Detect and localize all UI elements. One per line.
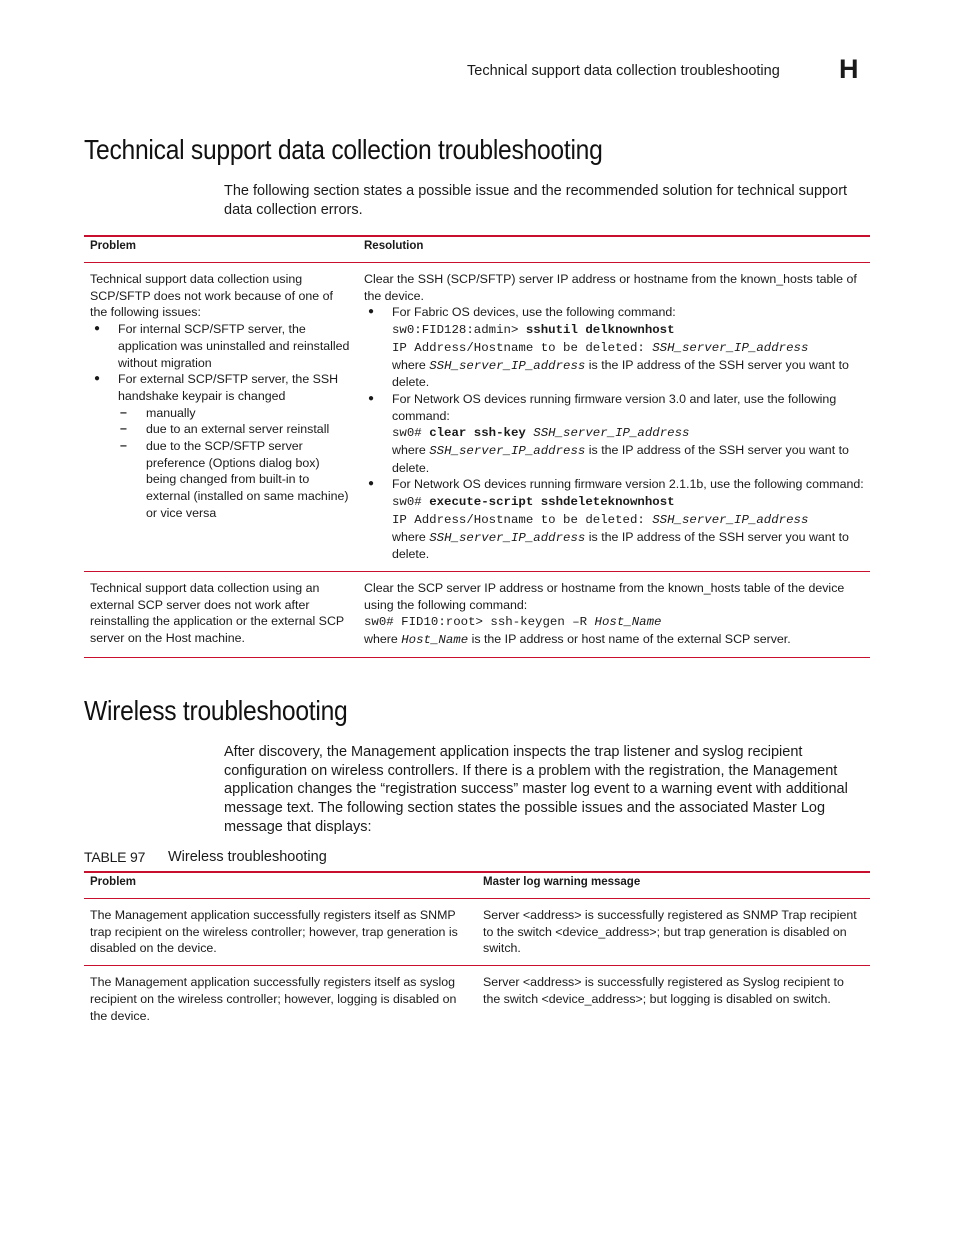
list-item-text: For Network OS devices running firmware version 3.0 and later, use the following command: bbox=[392, 391, 837, 423]
table-caption-label: TABLE 97 bbox=[84, 849, 146, 865]
bullet-list bbox=[364, 304, 864, 563]
list-item bbox=[90, 371, 352, 521]
table-row bbox=[84, 966, 870, 1033]
table-header-row bbox=[84, 872, 870, 899]
problem-cell: Technical support data collection using an external SCP server does not work after reinstalling the application or the external SCP server on the Host machine. bbox=[90, 580, 344, 646]
code-line: IP Address/Hostname to be deleted: SSH_server_IP_address bbox=[392, 512, 809, 527]
code-line: sw0# execute-script sshdeleteknownhost bbox=[392, 495, 675, 510]
table-header-row bbox=[84, 236, 870, 263]
problem-text: Technical support data collection using SCP/SFTP does not work because of one of the following issues: bbox=[90, 272, 333, 320]
list-item-text: For Fabric OS devices, use the following command: bbox=[392, 305, 676, 320]
where-text: where Host_Name is the IP address or host name of the external SCP server. bbox=[364, 632, 791, 648]
list-item bbox=[364, 391, 864, 477]
resolution-intro: Clear the SCP server IP address or hostname from the known_hosts table of the device using the following command: bbox=[364, 580, 845, 612]
section-intro-tech-support: The following section states a possible issue and the recommended solution for technical support data collection errors. bbox=[224, 183, 848, 218]
message-cell: Server <address> is successfully registered as SNMP Trap recipient to the switch <device_address>; but trap generation is disabled on switch. bbox=[483, 908, 857, 956]
table-row bbox=[84, 899, 870, 966]
dash-list bbox=[118, 405, 352, 522]
problem-cell: The Management application successfully registers itself as SNMP trap recipient on the wireless controller; however, trap generation is disabled on the device. bbox=[90, 908, 458, 956]
list-item bbox=[364, 476, 864, 563]
column-header-problem: Problem bbox=[90, 240, 137, 252]
where-text: where SSH_server_IP_address is the IP address of the SSH server you want to delete. bbox=[392, 529, 849, 562]
section-title-tech-support: Technical support data collection troubleshooting bbox=[84, 134, 603, 165]
list-item: ● For internal SCP/SFTP server, the application was uninstalled and reinstalled without migration bbox=[90, 321, 352, 371]
column-header-problem: Problem bbox=[90, 876, 137, 888]
table-row bbox=[84, 571, 870, 657]
tech-support-table bbox=[84, 235, 870, 658]
where-text: where SSH_server_IP_address is the IP address of the SSH server you want to delete. bbox=[392, 357, 849, 390]
resolution-cell bbox=[358, 263, 870, 572]
table-caption bbox=[84, 849, 327, 866]
code-line: sw0:FID128:admin> sshutil delknownhost bbox=[392, 323, 675, 338]
list-item-text: For external SCP/SFTP server, the SSH handshake keypair is changed bbox=[118, 372, 339, 403]
where-text: where SSH_server_IP_address is the IP address of the SSH server you want to delete. bbox=[392, 443, 849, 475]
problem-cell: The Management application successfully registers itself as syslog recipient on the wireless controller; however, logging is disabled on the device. bbox=[90, 975, 457, 1023]
bullet-list bbox=[90, 321, 352, 521]
message-cell: Server <address> is successfully registered as Syslog recipient to the switch <device_address>; but logging is disabled on switch. bbox=[483, 975, 844, 1006]
chapter-letter: H bbox=[839, 54, 859, 84]
code-line: sw0# FID10:root> ssh-keygen –R Host_Name bbox=[364, 615, 662, 630]
list-item: – due to the SCP/SFTP server preference (Options dialog box) being changed from built-in to external (installed on same machine) or vice versa bbox=[118, 438, 352, 522]
running-header: Technical support data collection troubleshooting bbox=[467, 63, 780, 79]
section-title-wireless: Wireless troubleshooting bbox=[84, 695, 348, 726]
list-item: – manually bbox=[118, 405, 352, 422]
code-line: IP Address/Hostname to be deleted: SSH_server_IP_address bbox=[392, 340, 809, 355]
table-caption-title: Wireless troubleshooting bbox=[168, 849, 327, 865]
table-row bbox=[84, 263, 870, 572]
code-line: sw0# clear ssh-key SSH_server_IP_address bbox=[392, 426, 690, 441]
list-item: – due to an external server reinstall bbox=[118, 421, 352, 438]
resolution-intro: Clear the SSH (SCP/SFTP) server IP address or hostname from the known_hosts table of the device. bbox=[364, 272, 857, 303]
list-item bbox=[364, 304, 864, 391]
resolution-cell bbox=[358, 571, 870, 657]
column-header-message: Master log warning message bbox=[483, 876, 641, 888]
wireless-table bbox=[84, 871, 870, 1032]
section-intro-wireless: After discovery, the Management application inspects the trap listener and syslog recipient configuration on wireless controllers. If there is a problem with the registration, the Management application changes the “registration success” master log event to a warning event with additional message text. The following section states the possible issues and the associated Master Log message that displays: bbox=[224, 744, 848, 835]
problem-cell bbox=[84, 263, 358, 572]
list-item-text: For Network OS devices running firmware version 2.1.1b, use the following command: bbox=[392, 477, 864, 492]
column-header-resolution: Resolution bbox=[364, 240, 424, 252]
